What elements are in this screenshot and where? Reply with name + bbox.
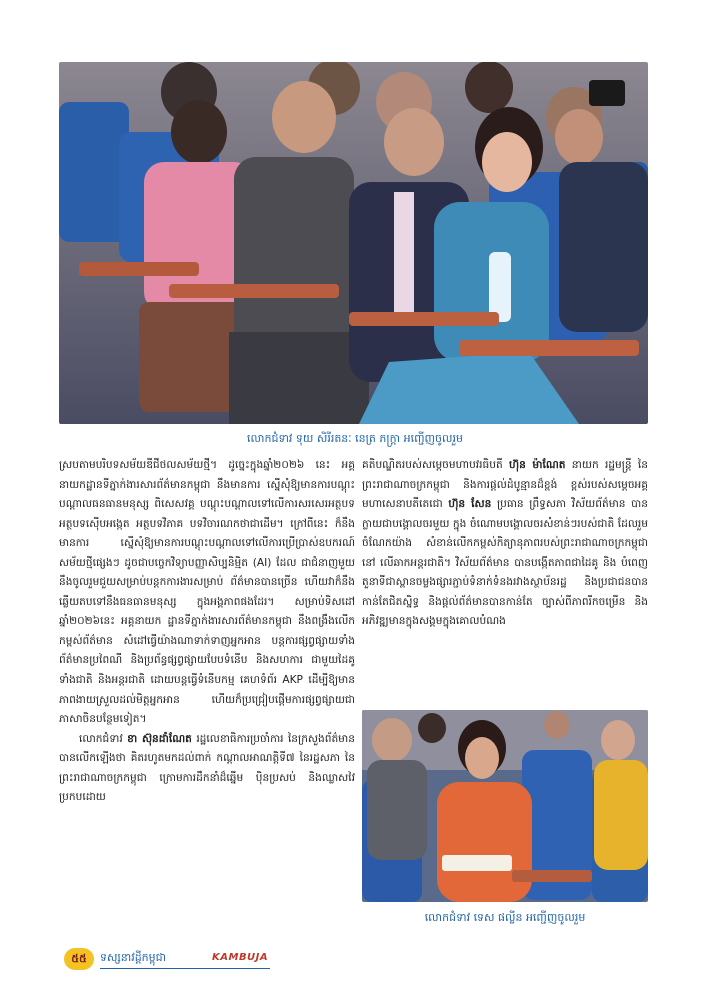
left-text-column — [59, 456, 355, 808]
right-paragraph — [362, 456, 648, 632]
official-name-khasonnamnet: ខា ស៊ុនដាំណែត — [127, 732, 192, 745]
top-conference-photo — [59, 62, 648, 424]
left-p2-body: រដ្ឋលេខាធិការប្រចាំការ នៃក្រសួងព័ត៌មាន បានលើកឡើងថា គិតរហូតមកដល់ពាក់ កណ្ដាលអាណត្តិទី៧ នៃរដ្ឋសភា នៃព្រះរាជាណាចក្រកម្ពុជា ក្រោមការដឹកនាំដ៏ឆ្នើម ប៉ិនប្រសប់ និងឈ្លាសវៃប្រកបដោយ — [59, 732, 355, 804]
footer-divider — [100, 968, 270, 969]
right-text-2: នាយក រដ្ឋមន្ត្រី នៃព្រះរាជាណាចក្រកម្ពុជា និងការផ្ដល់ដំបូន្មានដ៏ខ្ពង់ ខ្ពស់របស់សម្ដេចអគ្គមហាសេនាបតីតេជោ — [362, 459, 648, 511]
seated-delegate-photo-icon — [362, 710, 648, 902]
right-text-3: ប្រធាន ព្រឹទ្ធសភា វិស័យព័ត៌មាន បានក្លាយជាបង្គោលចរមួយ ក្នុង ចំណោមបង្គោលចរសំខាន់ៗរបស់ជាតិ ដែលរួមចំណែកយ៉ាង សំខាន់លើកកម្ពស់កិត្យានុភាពរបស់ព្រះរាជាណាចក្រកម្ពុជានៅ លើឆាកអន្តរជាតិ។ វិស័យព័ត៌មាន បានបង្កើតភាពជាដៃគូ និង បំពេញតួនាទីជាស្ពានចម្លងផ្សារភ្ជាប់ទំនាក់ទំនងរវាងស្ថាប័នរដ្ឋ និងប្រជាជនបានកាន់តែជិតស្និទ្ធ និងផ្ដល់ព័ត៌មានបានកាន់តែ ច្បាស់ពីភាពរីកចម្រើន និងអភិវឌ្ឍមានក្នុងសង្គមក្នុងគោលបំណង — [362, 498, 648, 628]
left-paragraph-1: ស្របតាមបរិបទសម័យឌីជីថលសម័យថ្មី។ ដូច្នេះក្នុងឆ្នាំ២០២៦ នេះ អគ្គនាយកដ្ឋានទីភ្នាក់ងារសារព័ត៌មានកម្ពុជា នឹងមានការ ស្នើសុំឱ្យមានការបណ្ដុះបណ្ដាលធនធានមនុស្ស ពិសេសវគ្គ បណ្ដុះបណ្ដាលទៅលើការសរសេរអត្ថបទ អត្ថបទស៊ើបអង្កេត អត្ថបទវិភាគ បទវិចារណកថាជាដើម។ ក្រៅពីនេះ ក៏នឹងមានការ ស្នើសុំឱ្យមានការបណ្ដុះបណ្ដាលទៅលើការប្រើប្រាស់ឧបករណ៍ សម័យថ្មីផ្សេងៗ ដូចជាបច្ចេកវិទ្យាបញ្ញាសិប្បនិម្មិត (AI) ដែល ជាជំនាញមួយ នឹងចូលរួមជួយសម្រាប់បន្តកការងារសម្រាប់ ព័ត៌មានបានច្រើន ហើយវាក៏នឹងឆ្លើយតបទៅនឹងធនធានមនុស្ស ក្នុងអង្គភាពផងដែរ។ សម្រាប់ទិសដៅឆ្នាំ២០២៦នេះ អគ្គនាយក ដ្ឋានទីភ្នាក់ងារសារព័ត៌មានកម្ពុជា នឹងពង្រឹងលើកកម្ពស់ព័ត៌មាន សំដៅធ្វើយ៉ាងណាទាក់ទាញអ្នកអាន បន្តការផ្សព្វផ្សាយទាំង ព័ត៌មានប្រពៃណី និងប្រព័ន្ធផ្សព្វផ្សាយបែបទំនើប និងសហការ ជាមួយដៃគូទាំងជាតិ និងអន្តរជាតិ ដោយបន្តធ្វើទំនើបកម្ម គេហទំព័រ AKP ដើម្បីឱ្យមានភាពងាយស្រួលដល់មិត្តអ្នកអាន ហើយក៏ប្រជ្រៀបផ្ដើមការផ្សព្វផ្សាយជាភាសាចិនបន្ថែមទៀត។ — [59, 459, 355, 726]
magazine-title: ទស្សនាវដ្ដីកម្ពុជា — [100, 951, 167, 964]
page-number-badge: ៥៥ — [64, 948, 94, 970]
name-hun-manet: ហ៊ុន ម៉ាណែត — [508, 459, 566, 471]
right-text-column — [362, 456, 648, 632]
conference-audience-photo-icon — [59, 62, 648, 424]
left-paragraph-2 — [59, 730, 355, 808]
page-footer — [64, 948, 284, 970]
right-text-1: គតិបណ្ឌិតរបស់សម្ដេចមហាបវរធិបតី — [362, 459, 509, 471]
magazine-brand: KAMBUJA — [212, 952, 269, 963]
bottom-delegate-photo — [362, 710, 648, 902]
name-hun-sen: ហ៊ុន សែន — [448, 498, 492, 511]
left-p2-intro: លោកជំទាវ — [79, 732, 128, 745]
bottom-photo-caption: លោកជំទាវ ទេស ផល្លីន អញ្ជើញចូលរួម — [424, 911, 586, 924]
top-photo-caption: លោកជំទាវ ទុយ សិរីរតនៈ នេត្រ ភក្ត្រា អញ្ជើញចូលរួម — [247, 432, 463, 445]
